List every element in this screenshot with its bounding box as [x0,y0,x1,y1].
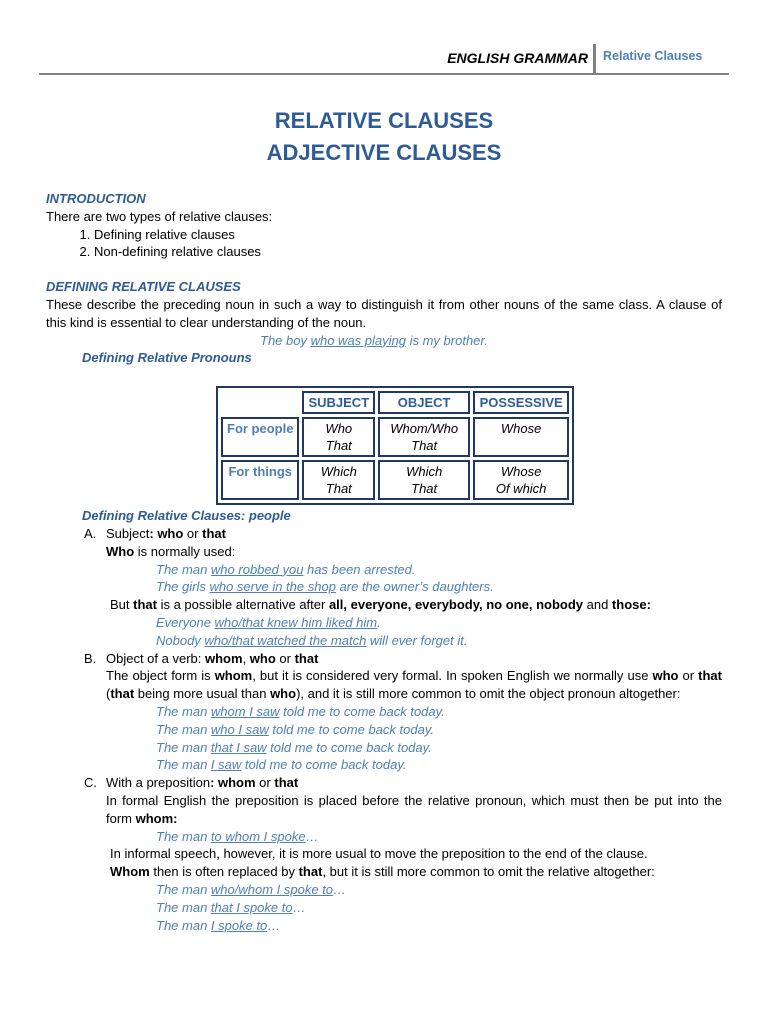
example-sentence: The man whom I saw told me to come back today. [156,703,445,719]
table-cell: Which That [302,460,375,500]
table-header-row [221,391,569,414]
section-b-text: The object form is whom, but it is considered very formal. In spoken English we normally use who or that (that being more usual than who), and it is still more common to omit the object pronoun altogether: [106,668,722,702]
document-body [46,190,722,934]
table-row-label: For things [221,460,299,500]
pronouns-heading: Defining Relative Pronouns [82,350,252,366]
list-item: 1. Defining relative clauses [94,226,722,244]
example-sentence: The man who I saw told me to come back today. [156,721,434,737]
table-corner [221,391,299,414]
section-a-sub: Who is normally used: [106,543,236,559]
example-sentence: Everyone who/that knew him liked him. [156,614,381,630]
example-sentence: The man to whom I spoke… [156,828,319,844]
page-title: RELATIVE CLAUSES [274,108,494,133]
section-b: B. Object of a verb: whom, who or that [84,650,319,666]
example-sentence: Nobody who/that watched the match will ever forget it. [156,632,468,648]
example-sentence: The man I spoke to… [156,917,281,933]
intro-text: There are two types of relative clauses: [46,208,273,224]
section-c-text: In formal English the preposition is placed before the relative pronoun, which must then be put into the form whom: [106,792,722,826]
section-c: C. With a preposition: whom or that [84,775,299,791]
table-cell: Whom/Who That [378,417,470,457]
table-cell: Which That [378,460,470,500]
defining-heading: DEFINING RELATIVE CLAUSES [46,279,241,295]
table-header-cell: SUBJECT [302,391,375,414]
example-sentence: The man I saw told me to come back today. [156,757,407,773]
table-row [221,460,569,500]
example-sentence: The man who/whom I spoke to… [156,881,347,897]
table-row [221,417,569,457]
header-divider [593,44,596,74]
section-c-text3: Whom then is often replaced by that, but it is still more common to omit the relative altogether: [110,864,655,880]
page-subtitle: ADJECTIVE CLAUSES [266,140,502,165]
header-rule [39,73,729,75]
section-a-but: But that is a possible alternative after all, everyone, everybody, no one, nobody and those: [110,597,651,613]
intro-list [46,226,722,262]
example-sentence: The man who robbed you has been arrested. [156,561,416,577]
people-heading: Defining Relative Clauses: people [82,508,291,524]
pronouns-table [216,386,574,505]
intro-heading: INTRODUCTION [46,191,146,206]
table-cell: Whose [473,417,569,457]
header-subtitle: Relative Clauses [603,49,703,63]
example-sentence: The girls who serve in the shop are the owner’s daughters. [156,579,494,595]
table-row-label: For people [221,417,299,457]
example-sentence: The boy who was playing is my brother. [260,332,488,348]
table-header-cell: POSSESSIVE [473,391,569,414]
page-header [0,44,768,74]
defining-text: These describe the preceding noun in such a way to distinguish it from other nouns of the same class. A clause of this kind is essential to clear understanding of the noun. [46,296,722,330]
header-title: ENGLISH GRAMMAR [447,50,588,66]
example-sentence: The man that I saw told me to come back today. [156,739,432,755]
section-a: A. Subject: who or that [84,525,226,541]
example-sentence: The man that I spoke to… [156,899,306,915]
table-cell: Who That [302,417,375,457]
table-header-cell: OBJECT [378,391,470,414]
section-c-text2: In informal speech, however, it is more usual to move the preposition to the end of the clause. [110,846,648,862]
list-item: 2. Non-defining relative clauses [94,243,722,261]
table-cell: Whose Of which [473,460,569,500]
